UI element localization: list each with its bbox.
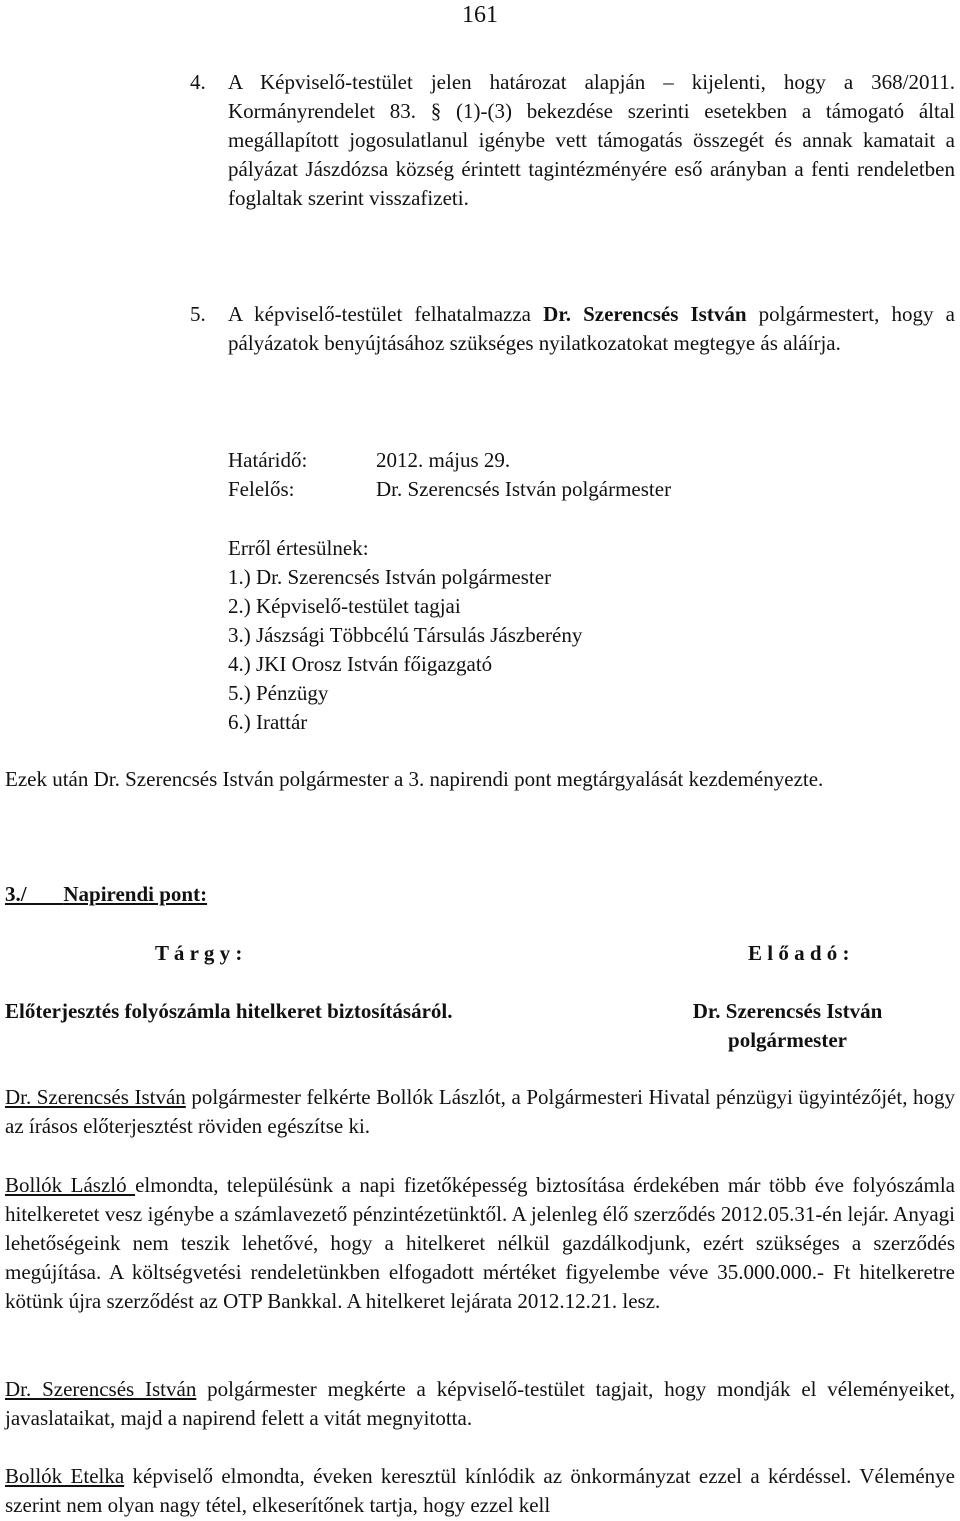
notification-heading: Erről értesülnek:: [228, 536, 369, 560]
agenda-heading: [5, 880, 207, 909]
agenda-presenter: [660, 997, 915, 1055]
item-text-before: A képviselő-testület felhatalmazza: [228, 302, 544, 326]
paragraph-text: polgármester felkérte Bollók Lászlót, a Polgármesteri Hivatal pénzügyi ügyintézőjét, hogy az írásos előterjesztést röviden egészítse ki.: [5, 1085, 955, 1138]
item-text: [228, 300, 955, 358]
speaker-name: Bollók László: [5, 1173, 136, 1197]
agenda-subject: Előterjesztés folyószámla hitelkeret biztosításáról.: [5, 999, 453, 1023]
item-number: 5.: [190, 302, 206, 326]
paragraph-bollok-laszlo: [5, 1171, 955, 1316]
paragraph-mayor-debate: [5, 1375, 955, 1433]
subject-heading: T á r g y :: [155, 941, 243, 965]
deadline-value: 2012. május 29.: [376, 448, 511, 472]
speaker-name: Bollók Etelka: [5, 1464, 125, 1488]
item-text: A Képviselő-testület jelen határozat alapján – kijelenti, hogy a 368/2011. Kormányrendelet 83. § (1)-(3) bekezdése szerinti esetekben a támogató által megállapított jogosulatlanul igénybe vett támogatás összegét és annak kamatait a pályázat Jászdózsa község érintett tagintézményére eső arányban a fenti rendeletben foglaltak szerint visszafizeti.: [228, 70, 955, 210]
notification-block: [228, 534, 582, 737]
resolution-item-4: [190, 68, 955, 213]
deadline-block: [228, 446, 671, 504]
presenter-title: polgármester: [728, 1028, 847, 1052]
list-item: 5.) Pénzügy: [228, 681, 329, 705]
list-item: 3.) Jászsági Többcélú Társulás Jászberény: [228, 623, 583, 647]
list-item: 6.) Irattár: [228, 710, 308, 734]
paragraph-text: polgármester megkérte a képviselő-testület tagjait, hogy mondják el véleményeiket, javaslataikat, majd a napirend felett a vitát megnyitotta.: [5, 1377, 955, 1430]
notification-list: [228, 563, 582, 737]
agenda-gap: [27, 882, 64, 906]
responsible-label: Felelős:: [228, 477, 295, 501]
mayor-name: Dr. Szerencsés István: [543, 302, 747, 326]
paragraph-text: képviselő elmondta, éveken keresztül kínlódik az önkormányzat ezzel a kérdéssel. Véleménye szerint nem olyan nagy tétel, elkeserítőnek tartja, hogy ezzel kell: [5, 1464, 955, 1517]
list-item: 1.) Dr. Szerencsés István polgármester: [228, 565, 552, 589]
transition-paragraph: Ezek után Dr. Szerencsés István polgármester a 3. napirendi pont megtárgyalását kezdeményezte.: [5, 767, 824, 791]
paragraph-text: elmondta, településünk a napi fizetőképesség biztosítása érdekében már több éve folyószámla hitelkeretet vesz igénybe a számlavezető pénzintézetünktől. A jelenleg élő szerződés 2012.05.31-én lejár. Anyagi lehetőségeink nem teszik lehetővé, hogy a hitelkeret nélkül gazdálkodjunk, ezért szükséges a szerződés megújítása. A költségvetési rendeletünkben elfogadott mértéket figyelembe véve 35.000.000.- Ft hitelkeretre kötünk újra szerződést az OTP Bankkal. A hitelkeret lejárata 2012.12.21. lesz.: [5, 1173, 955, 1313]
item-number: 4.: [190, 70, 206, 94]
paragraph-mayor-request: [5, 1083, 955, 1141]
agenda-number: 3./: [5, 882, 27, 906]
deadline-label: Határidő:: [228, 448, 308, 472]
presenter-name: Dr. Szerencsés István: [692, 999, 883, 1023]
item-text-after: polgármestert, hogy a pályázatok benyújtásához szükséges nyilatkozatokat megtegye ás aláírja.: [228, 302, 956, 355]
list-item: 2.) Képviselő-testület tagjai: [228, 594, 461, 618]
speaker-name: Dr. Szerencsés István: [5, 1377, 197, 1401]
presenter-heading: E l ő a d ó :: [748, 941, 850, 965]
responsible-value: Dr. Szerencsés István polgármester: [376, 477, 672, 501]
list-item: 4.) JKI Orosz István főigazgató: [228, 652, 493, 676]
agenda-title: Napirendi pont:: [63, 882, 208, 906]
page-number: 161: [462, 2, 498, 28]
resolution-item-5: [190, 300, 955, 358]
paragraph-bollok-etelka: [5, 1462, 955, 1520]
speaker-name: Dr. Szerencsés István: [5, 1085, 186, 1109]
